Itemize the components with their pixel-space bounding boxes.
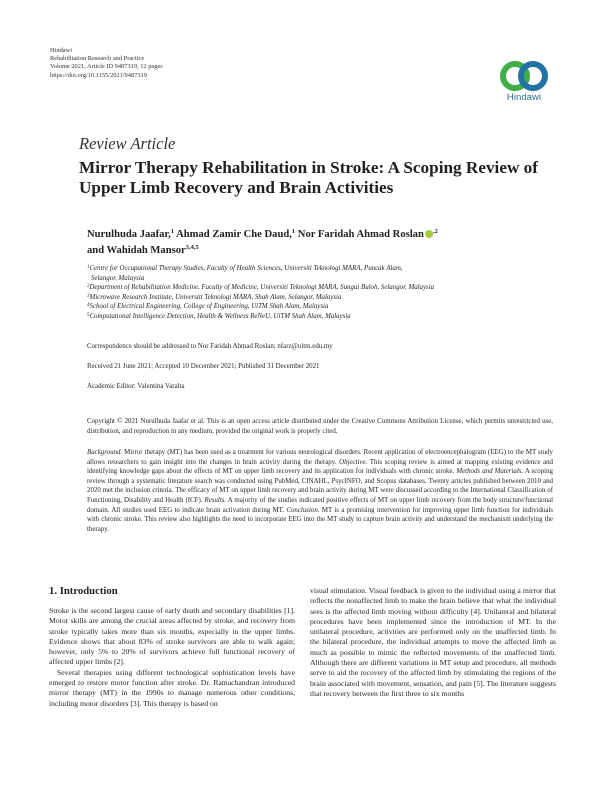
abstract: Background. Mirror therapy (MT) has been used as a treatment for various neurological disorders. Recent application of electroencephalogram (EEG) to the MT study allows researchers to gain insight into the changes in brain activity during the therapy. Objective. This scoping review is aimed at mapping existing evidence and identifying knowledge gaps about the effects of MT on upper limb recovery and its application for individuals with chronic stroke. Methods and Materials. A scoping review through a systematic literature search was conducted using PubMed, CINAHL, PsycINFO, and Scopus databases. Twenty articles published between 2010 and 2020 met the inclusion criteria. The efficacy of MT on upper limb recovery and brain activity during MT were discussed according to the International Classification of Functioning, Disability and Health (ICF). Results. A majority of the studies indicated positive effects of MT on upper limb recovery from the body structure/functional domain. All studies used EEG to indicate brain activation during MT. Conclusion. MT is a promising intervention for improving upper limb function for individuals with chronic stroke. This review also highlights the need to incorporate EEG into the MT study to capture brain activity and understand the mechanism underlying the therapy. — [87, 449, 554, 533]
abstract-label-methods: Methods and Materials. — [456, 468, 524, 476]
affiliation-item: $^2$Department of Rehabilitation Medicine, Faculty of Medicine, Universiti Teknologi MARA, Sungai Buloh, Selangor, Malaysia — [87, 284, 435, 292]
author-list — [87, 227, 557, 259]
body-paragraph: Stroke is the second largest cause of early death and secondary disabilities [1]. Motor skills are among the crucial areas affected by stroke, and recovery from stroke typically takes more than six months, especially in the upper limbs. Evidence shows that about 83% of stroke survivors are able to walk again; however, only 5% to 20% of survivors achieve full functional recovery of affected upper limbs [2]. — [49, 606, 295, 667]
abstract-label-conclusion: Conclusion. — [286, 506, 320, 514]
body-column-left — [49, 606, 295, 709]
logo-wordmark: Hindawi — [506, 92, 542, 103]
journal-info — [50, 47, 163, 80]
affiliation-list — [87, 264, 557, 322]
correspondence-line: Correspondence should be addressed to Nor Faridah Ahmad Roslan; nfarz@uitm.edu.my — [87, 343, 333, 350]
body-column-right — [310, 586, 556, 699]
abstract-label-results: Results. — [204, 496, 227, 504]
abstract-label-objective: Objective. — [339, 458, 368, 466]
author-name[interactable]: Ahmad Zamir Che Daud, — [176, 229, 292, 240]
author-name[interactable]: Nurulhuda Jaafar, — [87, 229, 171, 240]
author-affil-sup: 3,4,5 — [185, 244, 199, 251]
journal-name: Rehabilitation Research and Practice — [50, 55, 145, 63]
affiliation-item: $^1$Centre for Occupational Therapy Studies, Faculty of Health Sciences, Universiti Teknologi MARA, Puncak Alam, — [87, 265, 403, 272]
orcid-icon[interactable] — [425, 230, 433, 238]
author-affil-sup: 1 — [291, 228, 296, 235]
author-affil-sup: 1 — [170, 228, 175, 235]
affiliation-item: $^3$Microwave Research Institute, Universiti Teknologi MARA, Shah Alam, Selangor, Malaysia — [87, 293, 342, 301]
abstract-label-background: Background. — [87, 449, 123, 456]
volume-info: Volume 2021, Article ID 9487319, 12 pages — [50, 63, 163, 71]
body-paragraph: Several therapies using different technological sophistication levels have emerged to restore motor function after stroke. Dr. Ramachandran introduced mirror therapy (MT) in the 1990s to manage numerous other conditions, including motor disorders [3]. This therapy is based on — [49, 667, 295, 708]
author-name[interactable]: and Wahidah Mansor — [87, 245, 186, 256]
author-name[interactable]: Nor Faridah Ahmad Roslan — [297, 229, 424, 240]
article-title: Mirror Therapy Rehabilitation in Stroke: A Scoping Review of Upper Limb Recovery and Brain Activities — [79, 158, 538, 197]
affiliation-item: $^5$Computational Intelligence Detection, Health & Wellness ReNeU, UiTM Shah Alam, Malaysia — [87, 312, 351, 320]
doi-link[interactable]: https://doi.org/10.1155/2021/9487319 — [50, 71, 147, 79]
article-type: Review Article — [79, 134, 176, 153]
publisher-name: Hindawi — [50, 47, 73, 54]
body-paragraph: visual stimulation. Visual feedback is given to the individual using a mirror that reflects the nonaffected limb to make the brain believe that what the individual sees is the affected limb moving without difficulty [4]. Unilateral and bilateral procedures have been implemented since the introduction of MT. In the unilateral procedure, activities are performed only on the unaffected limb. In the bilateral procedure, the individual attempts to move the affected limb as much as possible to mimic the reflected movements of the unaffected limb. Although there are different variations in MT setup and procedure, all methods serve to aid the recovery of the affected limb by stimulating the regions of the brain associated with movement, sensation, and pain [5]. The literature suggests that recovery between the first three to six months — [310, 586, 557, 698]
author-affil-sup: ,2 — [432, 228, 438, 235]
affiliation-item-continued: Selangor, Malaysia — [91, 274, 145, 282]
copyright-notice: Copyright © 2021 Nurulhuda Jaafar et al. This is an open access article distributed under the Creative Commons Attribution License, which permits unrestricted use, distribution, and reproduction in any medium, provided the original work is properly cited. — [87, 418, 553, 435]
publication-dates: Received 21 June 2021; Accepted 10 December 2021; Published 31 December 2021 — [87, 363, 320, 370]
academic-editor: Academic Editor: Valentina Varalta — [87, 383, 185, 390]
section-heading: 1. Introduction — [49, 585, 118, 597]
affiliation-item: $^4$School of Electrical Engineering, College of Engineering, UiTM Shah Alam, Malaysia — [87, 303, 329, 311]
